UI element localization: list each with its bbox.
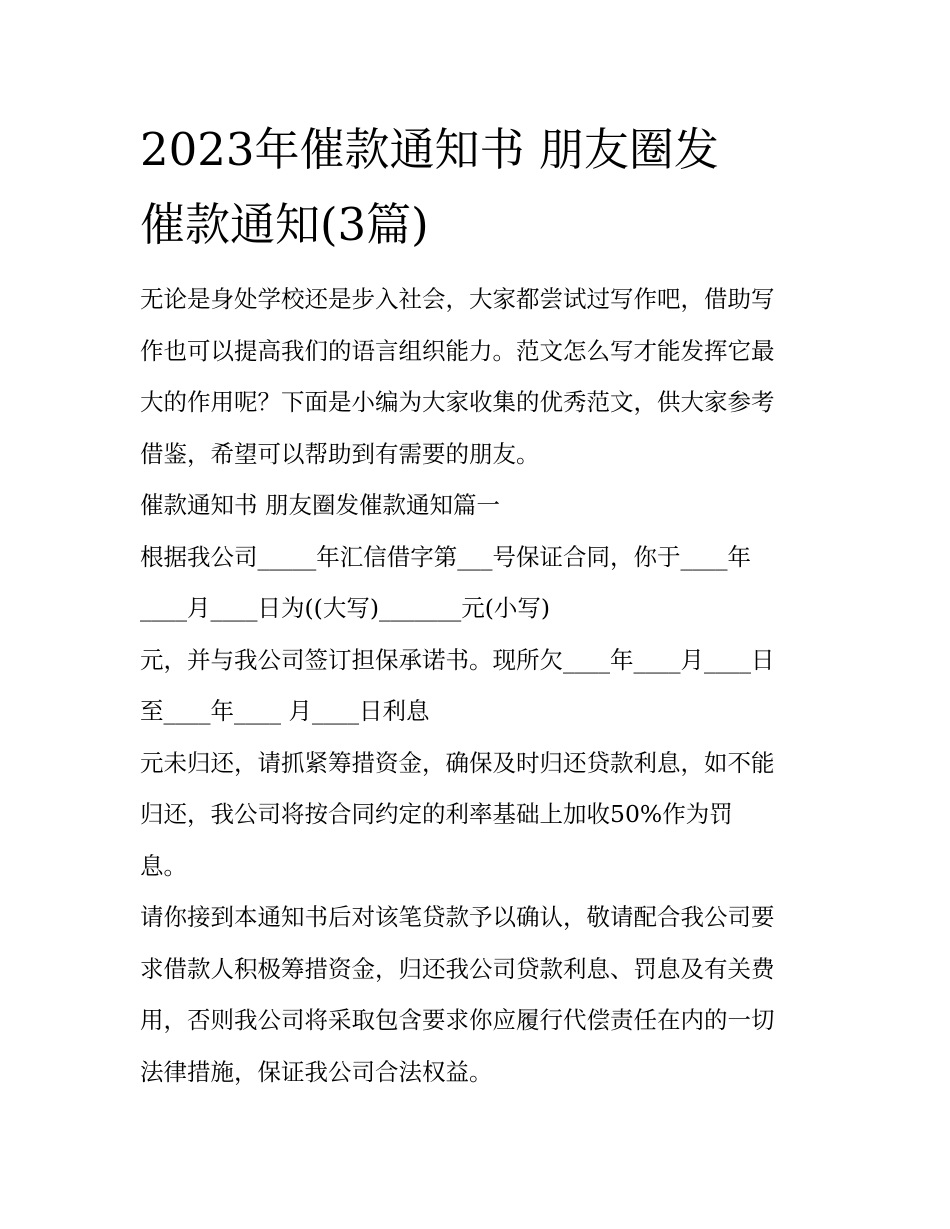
- intro-line: 大的作用呢？下面是小编为大家收集的优秀范文，供大家参考: [140, 388, 775, 416]
- body-line: 用，否则我公司将采取包含要求你应履行代偿责任在内的一切: [140, 1006, 775, 1034]
- body-line: 求借款人积极筹措资金，归还我公司贷款利息、罚息及有关费: [140, 954, 775, 983]
- body-line: 元，并与我公司签订担保承诺书。现所欠____年____月____日: [140, 645, 775, 674]
- body-line: 根据我公司_____年汇信借字第___号保证合同，你于____年: [140, 542, 751, 571]
- body-line: 息。: [140, 851, 187, 880]
- document-title: [140, 112, 830, 262]
- body-line: 法律措施，保证我公司合法权益。: [140, 1057, 493, 1086]
- body-line: 至____年____ 月____日利息: [140, 697, 430, 725]
- body-line: ____月____日为((大写)_______元(小写): [140, 594, 551, 622]
- title-line: 2023年催款通知书 朋友圈发: [140, 123, 719, 176]
- intro-line: 作也可以提高我们的语言组织能力。范文怎么写才能发挥它最: [140, 336, 775, 365]
- section-heading: 催款通知书 朋友圈发催款通知篇一: [140, 491, 500, 519]
- document-body: [140, 274, 820, 1098]
- body-line: 归还，我公司将按合同约定的利率基础上加收50%作为罚: [140, 800, 733, 828]
- body-line: 请你接到本通知书后对该笔贷款予以确认，敬请配合我公司要: [140, 903, 775, 931]
- title-line: 催款通知(3篇): [140, 198, 429, 251]
- body-line: 元未归还，请抓紧筹措资金，确保及时归还贷款利息，如不能: [140, 748, 775, 777]
- intro-line: 借鉴，希望可以帮助到有需要的朋友。: [140, 439, 540, 468]
- intro-line: 无论是身处学校还是步入社会，大家都尝试过写作吧，借助写: [140, 285, 775, 313]
